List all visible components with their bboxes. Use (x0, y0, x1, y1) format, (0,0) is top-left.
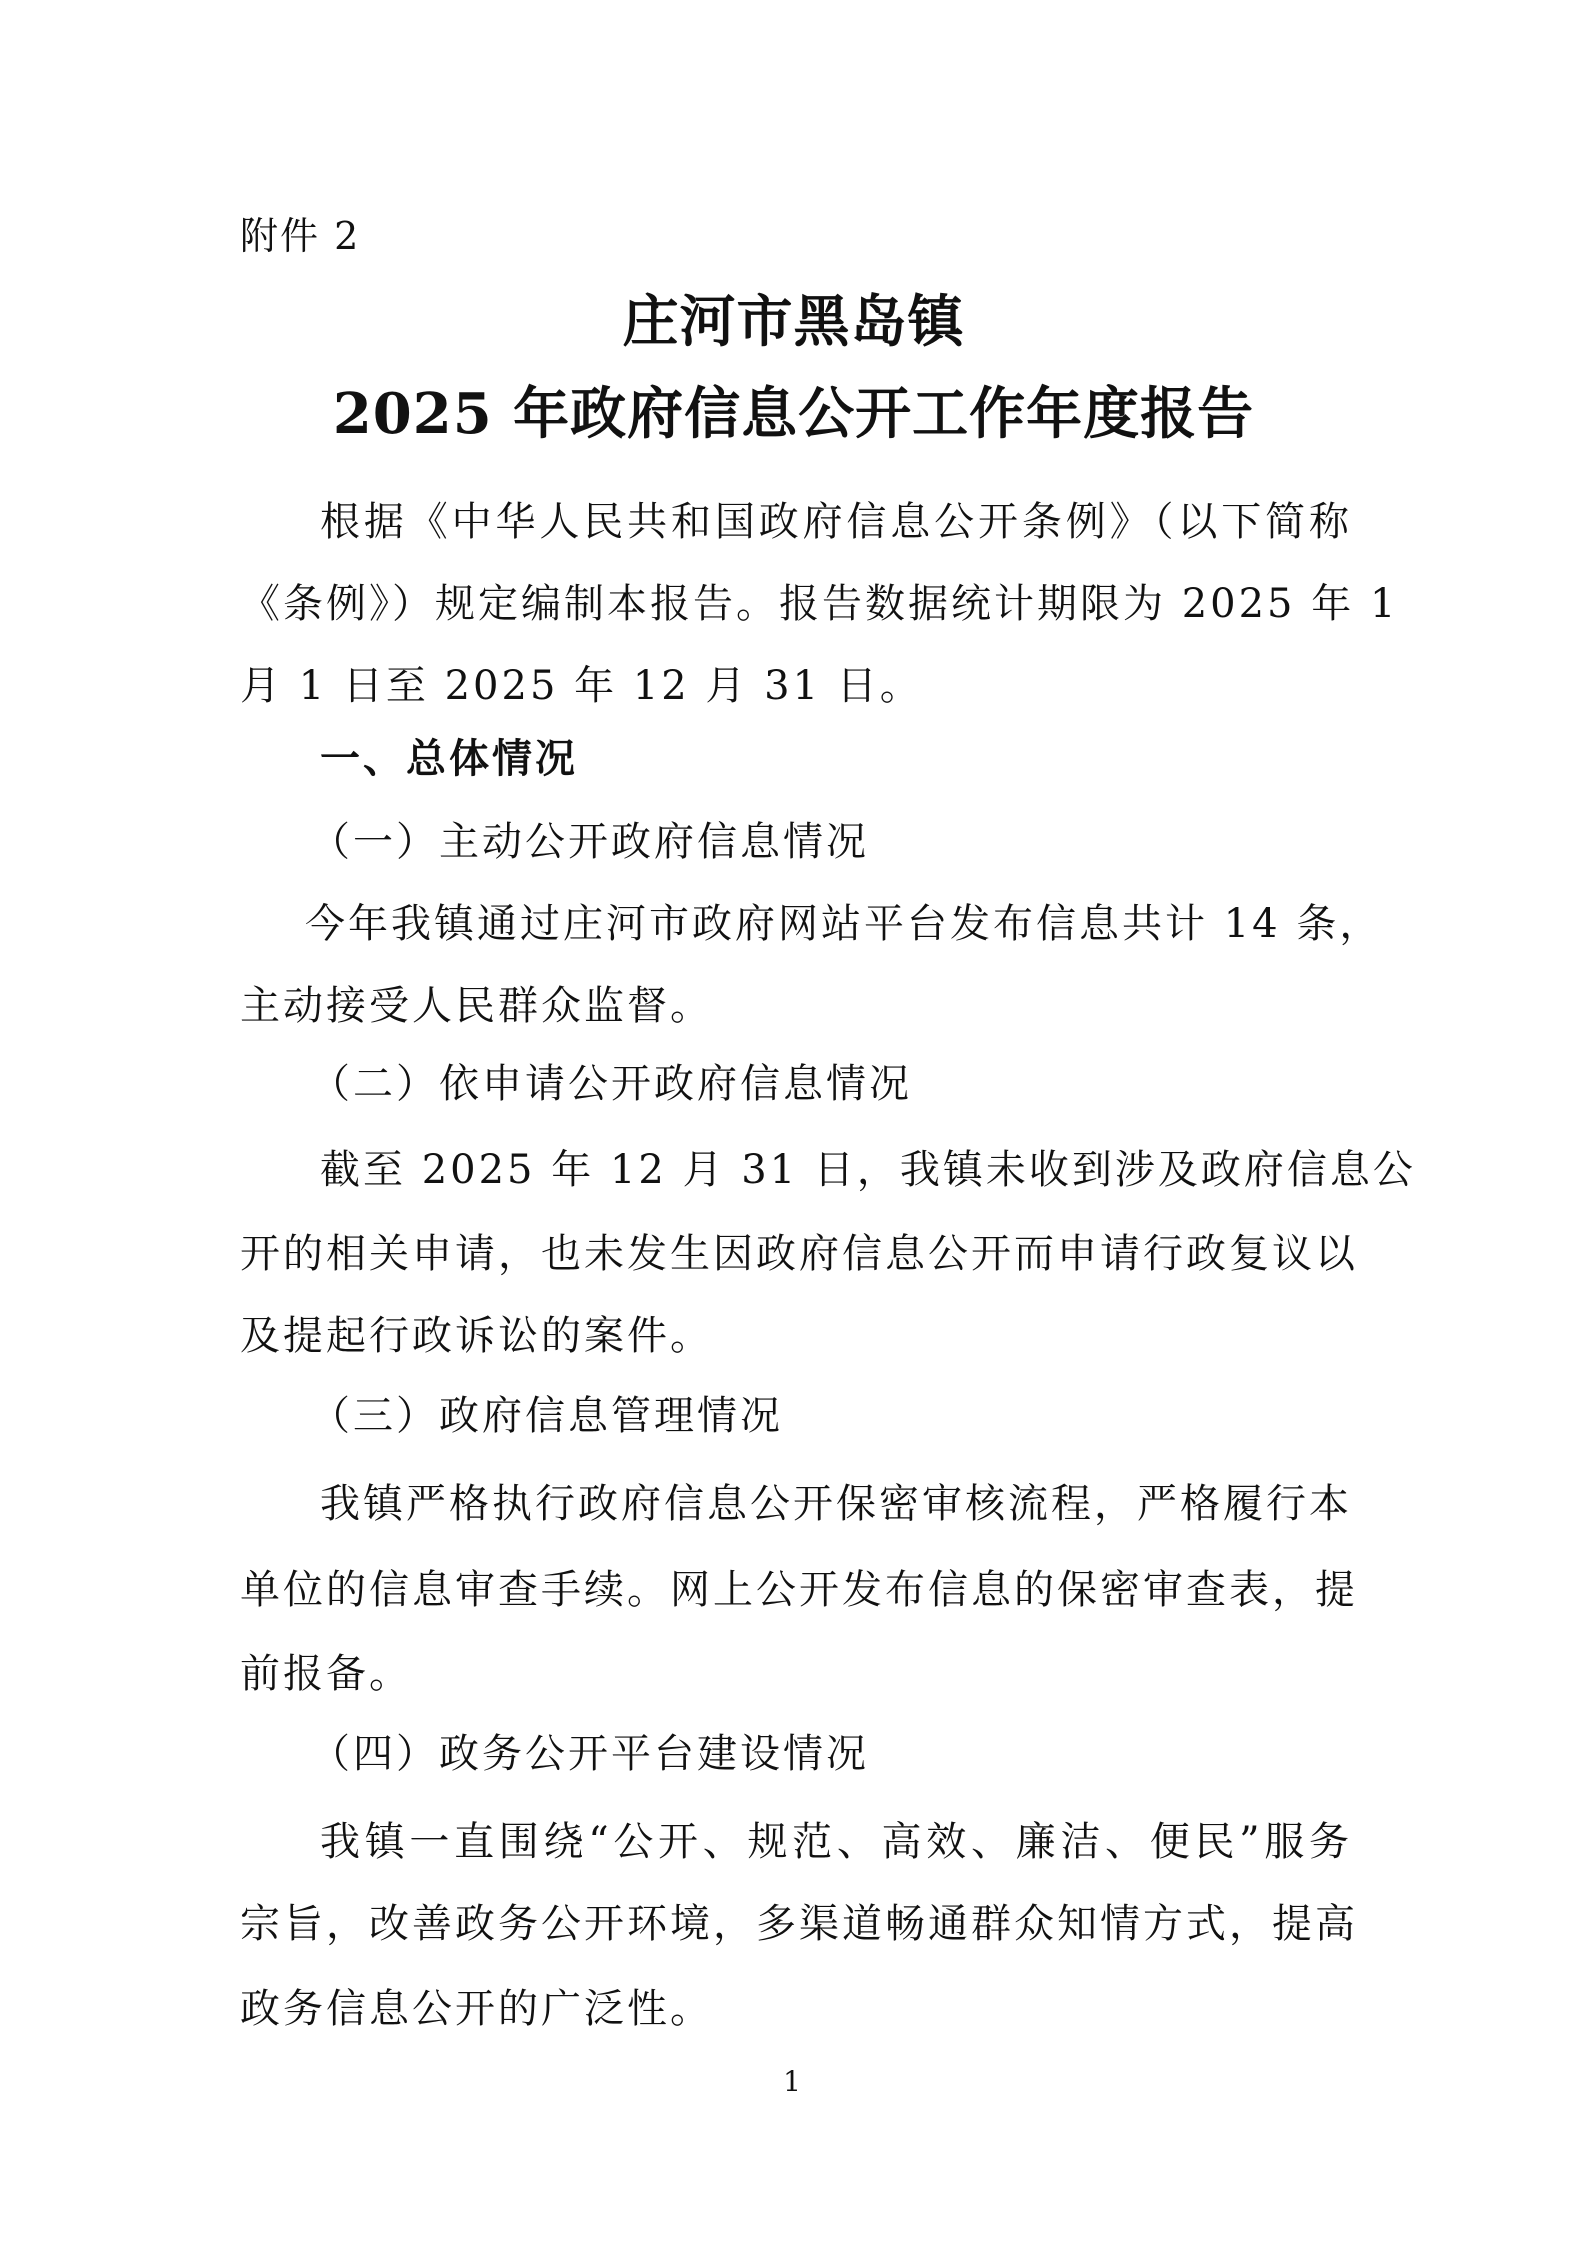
attachment-label: 附件 2 (240, 214, 361, 258)
subsection-heading-3: （三）政府信息管理情况 (310, 1393, 783, 1439)
intro-line-3: 月 1 日至 2025 年 12 月 31 日。 (240, 663, 923, 709)
subsection-heading-2: （二）依申请公开政府信息情况 (310, 1061, 912, 1107)
subsection-4-line-3: 政务信息公开的广泛性。 (240, 1986, 713, 2032)
subsection-2-line-1: 截至 2025 年 12 月 31 日，我镇未收到涉及政府信息公 (320, 1147, 1416, 1193)
document-title-line1: 庄河市黑岛镇 (622, 289, 965, 355)
subsection-heading-1: （一）主动公开政府信息情况 (310, 819, 869, 865)
subsection-3-line-1: 我镇严格执行政府信息公开保密审核流程，严格履行本 (320, 1481, 1352, 1527)
section-heading: 一、总体情况 (320, 736, 578, 782)
subsection-heading-4: （四）政务公开平台建设情况 (310, 1731, 869, 1777)
subsection-2-line-3: 及提起行政诉讼的案件。 (240, 1313, 713, 1359)
intro-line-1: 根据《中华人民共和国政府信息公开条例》（以下简称 (320, 499, 1352, 545)
subsection-1-line-2: 主动接受人民群众监督。 (240, 983, 713, 1029)
page-number: 1 (783, 2065, 804, 2098)
intro-line-2: 《条例》）规定编制本报告。报告数据统计期限为 2025 年 1 (240, 581, 1399, 627)
subsection-4-line-2: 宗旨，改善政务公开环境，多渠道畅通群众知情方式，提高 (240, 1901, 1358, 1947)
subsection-3-line-3: 前报备。 (240, 1651, 412, 1697)
subsection-3-line-2: 单位的信息审查手续。网上公开发布信息的保密审查表，提 (240, 1567, 1358, 1613)
document-title-line2: 2025 年政府信息公开工作年度报告 (332, 381, 1255, 447)
subsection-2-line-2: 开的相关申请，也未发生因政府信息公开而申请行政复议以 (240, 1231, 1358, 1277)
subsection-1-line-1: 今年我镇通过庄河市政府网站平台发布信息共计 14 条， (305, 901, 1383, 947)
subsection-4-line-1: 我镇一直围绕“公开、规范、高效、廉洁、便民”服务 (320, 1819, 1352, 1865)
